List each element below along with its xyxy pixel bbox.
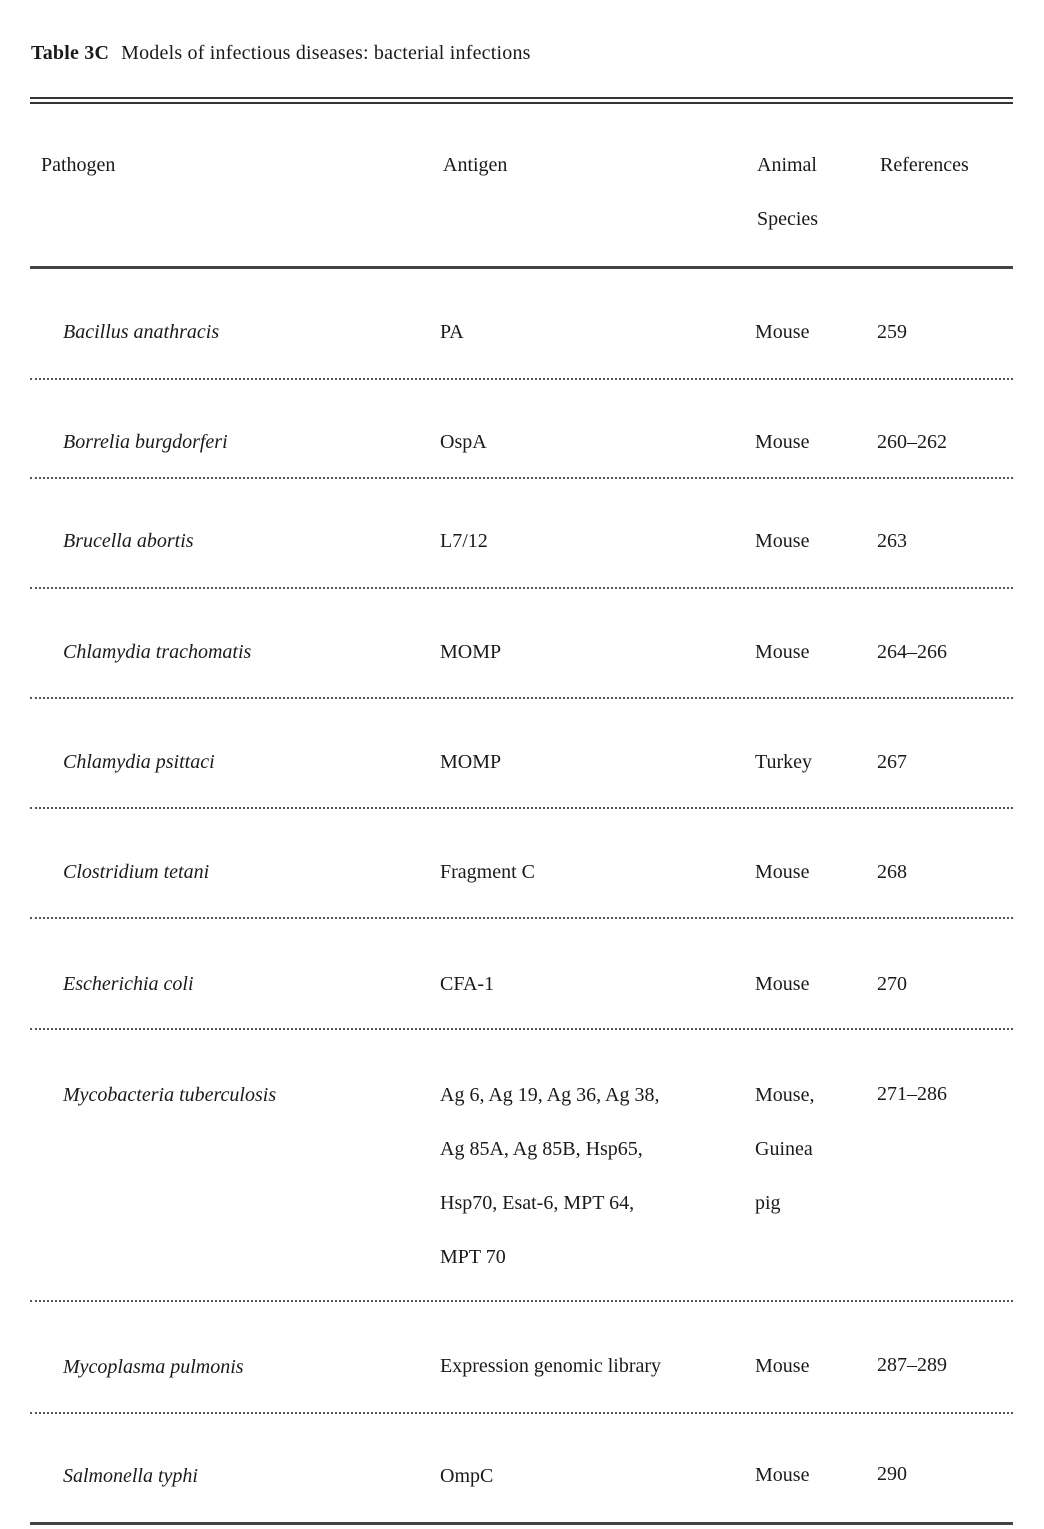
row-divider	[30, 807, 1013, 809]
cell-references: 260–262	[877, 431, 947, 453]
cell-antigen: PA	[440, 321, 464, 343]
table-label: Table 3C	[31, 42, 110, 64]
cell-pathogen: Escherichia coli	[63, 973, 194, 995]
header-rule	[30, 266, 1013, 269]
cell-antigen: MOMP	[440, 751, 502, 773]
cell-species-line: Guinea	[755, 1138, 813, 1160]
cell-antigen-line: Ag 85A, Ag 85B, Hsp65,	[440, 1138, 643, 1160]
row-divider	[30, 1412, 1013, 1414]
cell-species: Mouse	[755, 431, 810, 453]
cell-species: Turkey	[755, 751, 813, 773]
header-species-line1: Animal	[757, 154, 817, 176]
cell-antigen-line: MPT 70	[440, 1246, 506, 1268]
cell-pathogen: Brucella abortis	[63, 530, 194, 552]
table-title: Models of infectious diseases: bacterial infections	[121, 42, 531, 64]
cell-species-line: Mouse,	[755, 1084, 815, 1106]
cell-references: 263	[877, 530, 907, 552]
cell-antigen: Expression genomic library	[440, 1355, 662, 1377]
cell-references: 271–286	[877, 1083, 947, 1105]
cell-references: 268	[877, 861, 907, 883]
row-divider	[30, 378, 1013, 380]
table-caption	[31, 42, 531, 65]
cell-species: Mouse	[755, 1355, 810, 1377]
cell-pathogen: Clostridium tetani	[63, 861, 210, 883]
header-references: References	[880, 154, 969, 176]
bottom-rule	[30, 1522, 1013, 1525]
row-divider	[30, 587, 1013, 589]
cell-pathogen: Borrelia burgdorferi	[63, 431, 228, 453]
header-species-line2: Species	[757, 208, 819, 230]
cell-references: 264–266	[877, 641, 947, 663]
cell-references: 290	[877, 1463, 907, 1485]
row-divider	[30, 917, 1013, 919]
cell-antigen: OmpC	[440, 1465, 494, 1487]
row-divider	[30, 1300, 1013, 1302]
cell-pathogen: Chlamydia psittaci	[63, 751, 215, 773]
cell-pathogen: Bacillus anathracis	[63, 321, 220, 343]
cell-references: 270	[877, 973, 907, 995]
cell-pathogen: Mycoplasma pulmonis	[63, 1356, 244, 1378]
cell-pathogen: Salmonella typhi	[63, 1465, 198, 1487]
row-divider	[30, 1028, 1013, 1030]
cell-antigen: CFA-1	[440, 973, 495, 995]
cell-references: 259	[877, 321, 907, 343]
cell-species: Mouse	[755, 973, 810, 995]
cell-species: Mouse	[755, 321, 810, 343]
header-antigen: Antigen	[443, 154, 508, 176]
cell-species: Mouse	[755, 1464, 810, 1486]
cell-species: Mouse	[755, 530, 810, 552]
cell-species-line: pig	[755, 1192, 781, 1214]
cell-antigen: L7/12	[440, 530, 488, 552]
cell-species: Mouse	[755, 861, 810, 883]
cell-pathogen: Chlamydia trachomatis	[63, 641, 252, 663]
cell-antigen-line: Hsp70, Esat-6, MPT 64,	[440, 1192, 635, 1214]
cell-references: 287–289	[877, 1354, 947, 1376]
row-divider	[30, 477, 1013, 479]
cell-antigen: OspA	[440, 431, 487, 453]
cell-antigen: MOMP	[440, 641, 502, 663]
row-divider	[30, 697, 1013, 699]
header-pathogen: Pathogen	[41, 154, 116, 176]
cell-species: Mouse	[755, 641, 810, 663]
cell-antigen: Fragment C	[440, 861, 535, 883]
cell-references: 267	[877, 751, 907, 773]
top-rule	[30, 97, 1013, 104]
cell-pathogen: Mycobacteria tuberculosis	[63, 1084, 277, 1106]
cell-antigen-line: Ag 6, Ag 19, Ag 36, Ag 38,	[440, 1084, 660, 1106]
